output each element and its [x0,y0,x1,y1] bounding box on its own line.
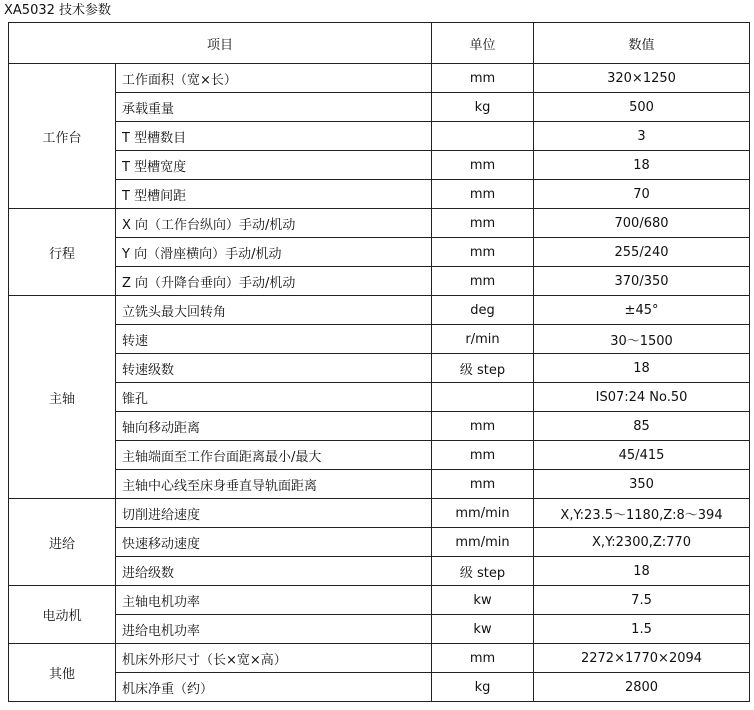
item-cell: X 向（工作台纵向）手动/机动 [116,209,432,238]
group-label: 行程 [9,209,116,296]
unit-cell: kg [432,93,534,122]
value-cell: 18 [534,151,750,180]
value-cell: 18 [534,354,750,383]
group-label: 其他 [9,644,116,702]
value-cell: 320×1250 [534,64,750,93]
table-row [9,441,750,470]
item-cell: 机床净重（约） [116,673,432,702]
unit-cell: mm [432,644,534,673]
unit-cell: mm [432,64,534,93]
item-cell: 转速 [116,325,432,354]
group-label: 主轴 [9,296,116,499]
value-cell: X,Y:23.5～1180,Z:8～394 [534,499,750,528]
group-label: 工作台 [9,64,116,209]
table-row [9,93,750,122]
group-label: 电动机 [9,586,116,644]
unit-cell: mm [432,412,534,441]
value-cell: 255/240 [534,238,750,267]
value-cell: 30～1500 [534,325,750,354]
item-cell: 工作面积（宽×长） [116,64,432,93]
unit-cell: 级 step [432,354,534,383]
item-cell: 机床外形尺寸（长×宽×高） [116,644,432,673]
value-cell: 45/415 [534,441,750,470]
item-cell: T 型槽间距 [116,180,432,209]
value-cell: 2800 [534,673,750,702]
value-cell: 7.5 [534,586,750,615]
table-row [9,528,750,557]
unit-cell [432,122,534,151]
value-cell: 2272×1770×2094 [534,644,750,673]
unit-cell: kg [432,673,534,702]
table-row [9,180,750,209]
unit-cell: mm [432,441,534,470]
value-cell: 18 [534,557,750,586]
unit-cell: kw [432,615,534,644]
item-cell: Y 向（滑座横向）手动/机动 [116,238,432,267]
unit-cell: mm [432,151,534,180]
table-header-row [9,23,750,64]
table-row [9,615,750,644]
unit-cell: mm [432,180,534,209]
table-row [9,122,750,151]
unit-cell: mm [432,267,534,296]
value-cell: ±45° [534,296,750,325]
table-row [9,209,750,238]
table-body [9,64,750,702]
value-cell: 700/680 [534,209,750,238]
item-cell: T 型槽宽度 [116,151,432,180]
value-cell: 70 [534,180,750,209]
unit-cell: kw [432,586,534,615]
unit-cell: mm/min [432,499,534,528]
table-row [9,354,750,383]
item-cell: 切削进给速度 [116,499,432,528]
table-row [9,586,750,615]
value-cell: IS07:24 No.50 [534,383,750,412]
unit-cell: 级 step [432,557,534,586]
table-row [9,470,750,499]
item-cell: 进给级数 [116,557,432,586]
table-row [9,296,750,325]
item-cell: 转速级数 [116,354,432,383]
header-value: 数值 [534,23,750,64]
value-cell: 370/350 [534,267,750,296]
item-cell: T 型槽数目 [116,122,432,151]
unit-cell: mm [432,209,534,238]
item-cell: 锥孔 [116,383,432,412]
table-row [9,151,750,180]
value-cell: 85 [534,412,750,441]
item-cell: 主轴电机功率 [116,586,432,615]
unit-cell: r/min [432,325,534,354]
table-row [9,325,750,354]
item-cell: Z 向（升降台垂向）手动/机动 [116,267,432,296]
item-cell: 主轴端面至工作台面距离最小/最大 [116,441,432,470]
item-cell: 立铣头最大回转角 [116,296,432,325]
unit-cell: mm [432,238,534,267]
table-row [9,238,750,267]
item-cell: 进给电机功率 [116,615,432,644]
value-cell: 3 [534,122,750,151]
value-cell: 1.5 [534,615,750,644]
table-row [9,64,750,93]
document-title: XA5032 技术参数 [4,3,112,18]
table-row [9,673,750,702]
item-cell: 承载重量 [116,93,432,122]
table-row [9,644,750,673]
unit-cell: mm [432,470,534,499]
unit-cell: deg [432,296,534,325]
value-cell: 350 [534,470,750,499]
unit-cell [432,383,534,412]
item-cell: 快速移动速度 [116,528,432,557]
table-row [9,499,750,528]
header-unit: 单位 [432,23,534,64]
unit-cell: mm/min [432,528,534,557]
spec-table [8,22,750,702]
item-cell: 主轴中心线至床身垂直导轨面距离 [116,470,432,499]
table-row [9,412,750,441]
table-row [9,267,750,296]
table-row [9,383,750,412]
header-item: 项目 [9,23,432,64]
value-cell: 500 [534,93,750,122]
table-row [9,557,750,586]
value-cell: X,Y:2300,Z:770 [534,528,750,557]
group-label: 进给 [9,499,116,586]
item-cell: 轴向移动距离 [116,412,432,441]
